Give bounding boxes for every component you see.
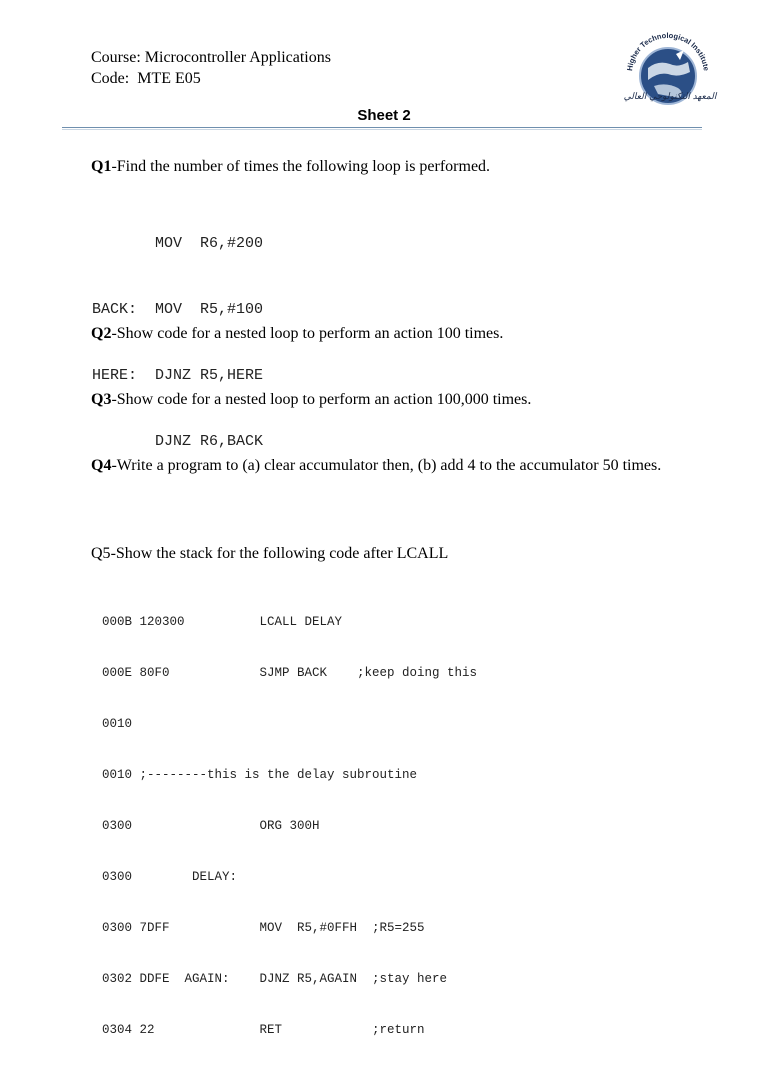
code-line: 0300 DELAY: xyxy=(102,870,238,884)
header-divider-shadow xyxy=(62,129,702,130)
logo-arabic-text: المعهد التكنولوجي العالي xyxy=(623,92,717,102)
question-2 xyxy=(91,323,691,345)
question-4 xyxy=(91,455,691,477)
question-5 xyxy=(91,543,691,565)
question-5-text: -Show the stack for the following code after LCALL xyxy=(110,545,449,562)
question-3-number: Q3 xyxy=(91,391,112,408)
header-divider xyxy=(62,127,702,128)
question-5-number: Q5 xyxy=(91,545,111,562)
code-line: 0302 DDFE AGAIN: DJNZ R5,AGAIN ;stay here xyxy=(102,972,448,986)
code-line: BACK: MOV R5,#100 xyxy=(92,301,264,318)
question-3 xyxy=(91,389,691,411)
question-3-text: -Show code for a nested loop to perform an action 100,000 times. xyxy=(111,391,532,408)
question-4-text: -Write a program to (a) clear accumulator then, (b) add 4 to the accumulator 50 times. xyxy=(111,457,662,474)
course-code: Code: MTE E05 xyxy=(91,70,201,87)
question-1-text: -Find the number of times the following loop is performed. xyxy=(111,158,491,175)
question-4-number: Q4 xyxy=(91,457,112,474)
question-1 xyxy=(91,156,691,178)
code-line: 0010 xyxy=(102,717,133,731)
question-1-number: Q1 xyxy=(91,158,112,175)
code-line: 0300 7DFF MOV R5,#0FFH ;R5=255 xyxy=(102,921,425,935)
code-line: 000E 80F0 SJMP BACK ;keep doing this xyxy=(102,666,478,680)
sheet-title: Sheet 2 xyxy=(357,107,411,124)
code-line: 0304 22 RET ;return xyxy=(102,1023,425,1037)
question-2-text: -Show code for a nested loop to perform an action 100 times. xyxy=(111,325,504,342)
code-line: 0010 ;--------this is the delay subroutine xyxy=(102,768,418,782)
question-2-number: Q2 xyxy=(91,325,112,342)
code-line: DJNZ R6,BACK xyxy=(92,433,264,450)
logo-english-text: Higher Technological Institute xyxy=(625,30,711,72)
course-name: Course: Microcontroller Applications xyxy=(91,49,331,66)
code-line: HERE: DJNZ R5,HERE xyxy=(92,367,264,384)
subroutine-code-block xyxy=(102,580,477,1073)
code-line: 0300 ORG 300H xyxy=(102,819,320,833)
code-line: 000B 120300 LCALL DELAY xyxy=(102,615,343,629)
code-line: MOV R6,#200 xyxy=(92,235,264,252)
